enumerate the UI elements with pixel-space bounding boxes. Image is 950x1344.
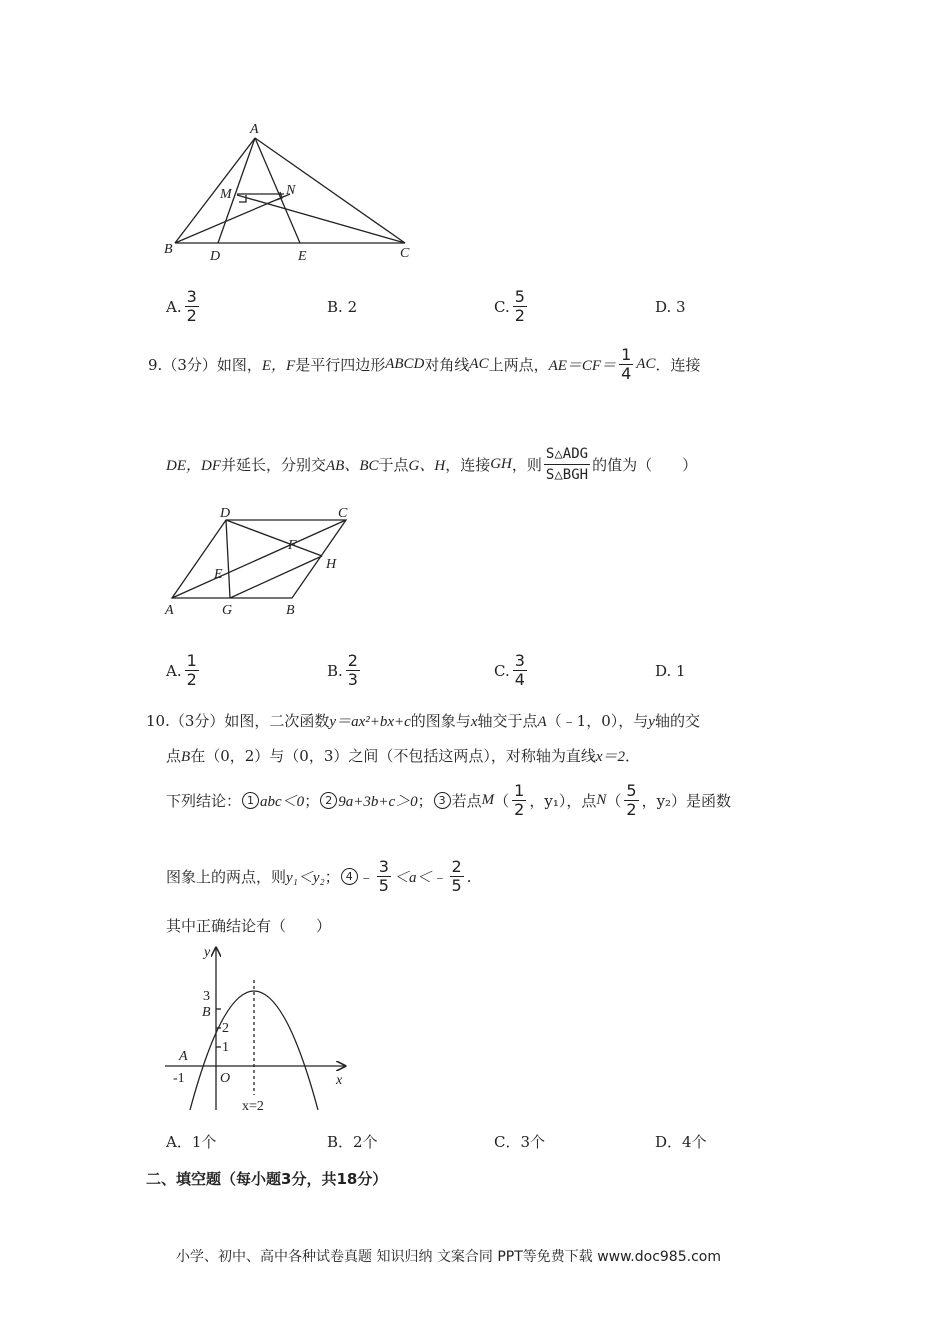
label-x: x: [336, 1073, 343, 1088]
label-D: D: [210, 249, 221, 264]
label-E: E: [214, 567, 223, 582]
label-1: 1: [222, 1040, 229, 1055]
circled-3: 3: [434, 792, 451, 809]
q10-line-4: 图象上的两点，则 y₁＜y₂ ； 4 ﹣ $\frac{3}{5}$ ＜a＜﹣ $\frac{2}{5}$ .: [166, 857, 472, 895]
fraction-n-x: $\frac{5}{2}$: [626, 781, 637, 819]
fraction-one-quarter: $\frac{1}{4}$: [621, 345, 632, 383]
q10-option-d[interactable]: D．4个: [655, 1133, 707, 1151]
q10-line-1: 10.（3分）如图，二次函数y＝ax²+bx+c的图象与x轴交于点A（﹣1，0），与y轴的交: [146, 712, 700, 730]
fraction: $\frac{1}{2}$: [186, 651, 197, 689]
q10-parabola-figure: [160, 940, 360, 1115]
circled-1: 1: [242, 792, 259, 809]
q9-option-a[interactable]: A. $\frac{1}{2}$: [166, 651, 197, 689]
line-GH: [230, 556, 322, 598]
label-2: 2: [222, 1021, 229, 1036]
q9-option-c[interactable]: C. $\frac{3}{4}$: [494, 651, 525, 689]
fraction: $\frac{2}{3}$: [347, 651, 358, 689]
q10-option-c[interactable]: C．3个: [494, 1133, 546, 1151]
label-M: M: [220, 187, 232, 202]
q9-line-2: DE，DF 并延长，分别交 AB、BC 于点 G、H ，连接 GH ，则 $\frac{\text{S△ADG}}{\text{S△BGH}}$ 的值为（ ）: [166, 446, 698, 483]
section-heading-fill-in: 二、填空题（每小题3分，共18分）: [146, 1170, 388, 1188]
label-O: O: [220, 1071, 231, 1086]
q10-line-2: 点B在（0，2）与（0，3）之间（不包括这两点），对称轴为直线x＝2．: [166, 747, 641, 765]
label-axis-x2: x=2: [242, 1099, 264, 1114]
q9-option-d[interactable]: D. 1: [655, 662, 686, 680]
q8-triangle-figure: [160, 118, 420, 268]
q9-option-b[interactable]: B. $\frac{2}{3}$: [327, 651, 358, 689]
label-A: A: [165, 603, 174, 618]
line-DG: [226, 520, 230, 598]
q8-option-a[interactable]: A. $\frac{3}{2}$: [166, 287, 197, 325]
label-A: A: [179, 1049, 188, 1064]
label-C: C: [400, 246, 410, 261]
q8-option-c[interactable]: C. $\frac{5}{2}$: [494, 287, 525, 325]
q8-option-b[interactable]: B. 2: [327, 298, 358, 316]
label-B: B: [202, 1005, 211, 1020]
page-footer: 小学、初中、高中各种试卷真题 知识归纳 文案合同 PPT等免费下载 www.doc985.com: [176, 1249, 721, 1265]
label-B: B: [286, 603, 295, 618]
circled-2: 2: [320, 792, 337, 809]
circled-4: 4: [341, 868, 358, 885]
line-CM: [237, 195, 405, 243]
label-F: F: [288, 538, 297, 553]
label-D: D: [220, 508, 231, 521]
fraction: $\frac{3}{2}$: [186, 287, 197, 325]
q8-option-d[interactable]: D. 3: [655, 298, 686, 316]
fraction-two-fifths: $\frac{2}{5}$: [451, 857, 462, 895]
q9-parallelogram-figure: [160, 508, 360, 623]
fraction: $\frac{5}{2}$: [514, 287, 525, 325]
q10-line-5: 其中正确结论有（ ）: [166, 917, 332, 935]
line-AB: [175, 138, 255, 243]
label-H: H: [326, 557, 337, 572]
fraction-m-x: $\frac{1}{2}$: [514, 781, 525, 819]
fraction-three-fifths: $\frac{3}{5}$: [378, 857, 389, 895]
label-E: E: [298, 249, 307, 264]
label-A: A: [250, 122, 259, 137]
label-B: B: [164, 242, 173, 257]
label-G: G: [222, 603, 233, 618]
fraction: $\frac{3}{4}$: [514, 651, 525, 689]
q10-option-a[interactable]: A．1个: [166, 1133, 217, 1151]
area-ratio: $\frac{\text{S△ADG}}{\text{S△BGH}}$: [545, 446, 589, 483]
label-y: y: [204, 945, 211, 960]
label-C: C: [338, 508, 348, 521]
label-N: N: [286, 183, 296, 198]
label-neg1: -1: [173, 1071, 185, 1086]
label-3: 3: [203, 989, 210, 1004]
q9-line-1: 9. （3分） 如图， E，F 是平行四边形 ABCD 对角线 AC 上两点， AE＝CF＝ $\frac{1}{4}$ AC ．连接: [148, 345, 701, 383]
q10-line-3: 下列结论： 1 abc＜0 ； 2 9a+3b+c＞0 ； 3 若点 M （ $\frac{1}{2}$ ，y₁），点 N （ $\frac{5}{2}$ ，y₂）是函数: [166, 781, 732, 819]
line-DH: [226, 520, 322, 556]
q10-option-b[interactable]: B．2个: [327, 1133, 378, 1151]
